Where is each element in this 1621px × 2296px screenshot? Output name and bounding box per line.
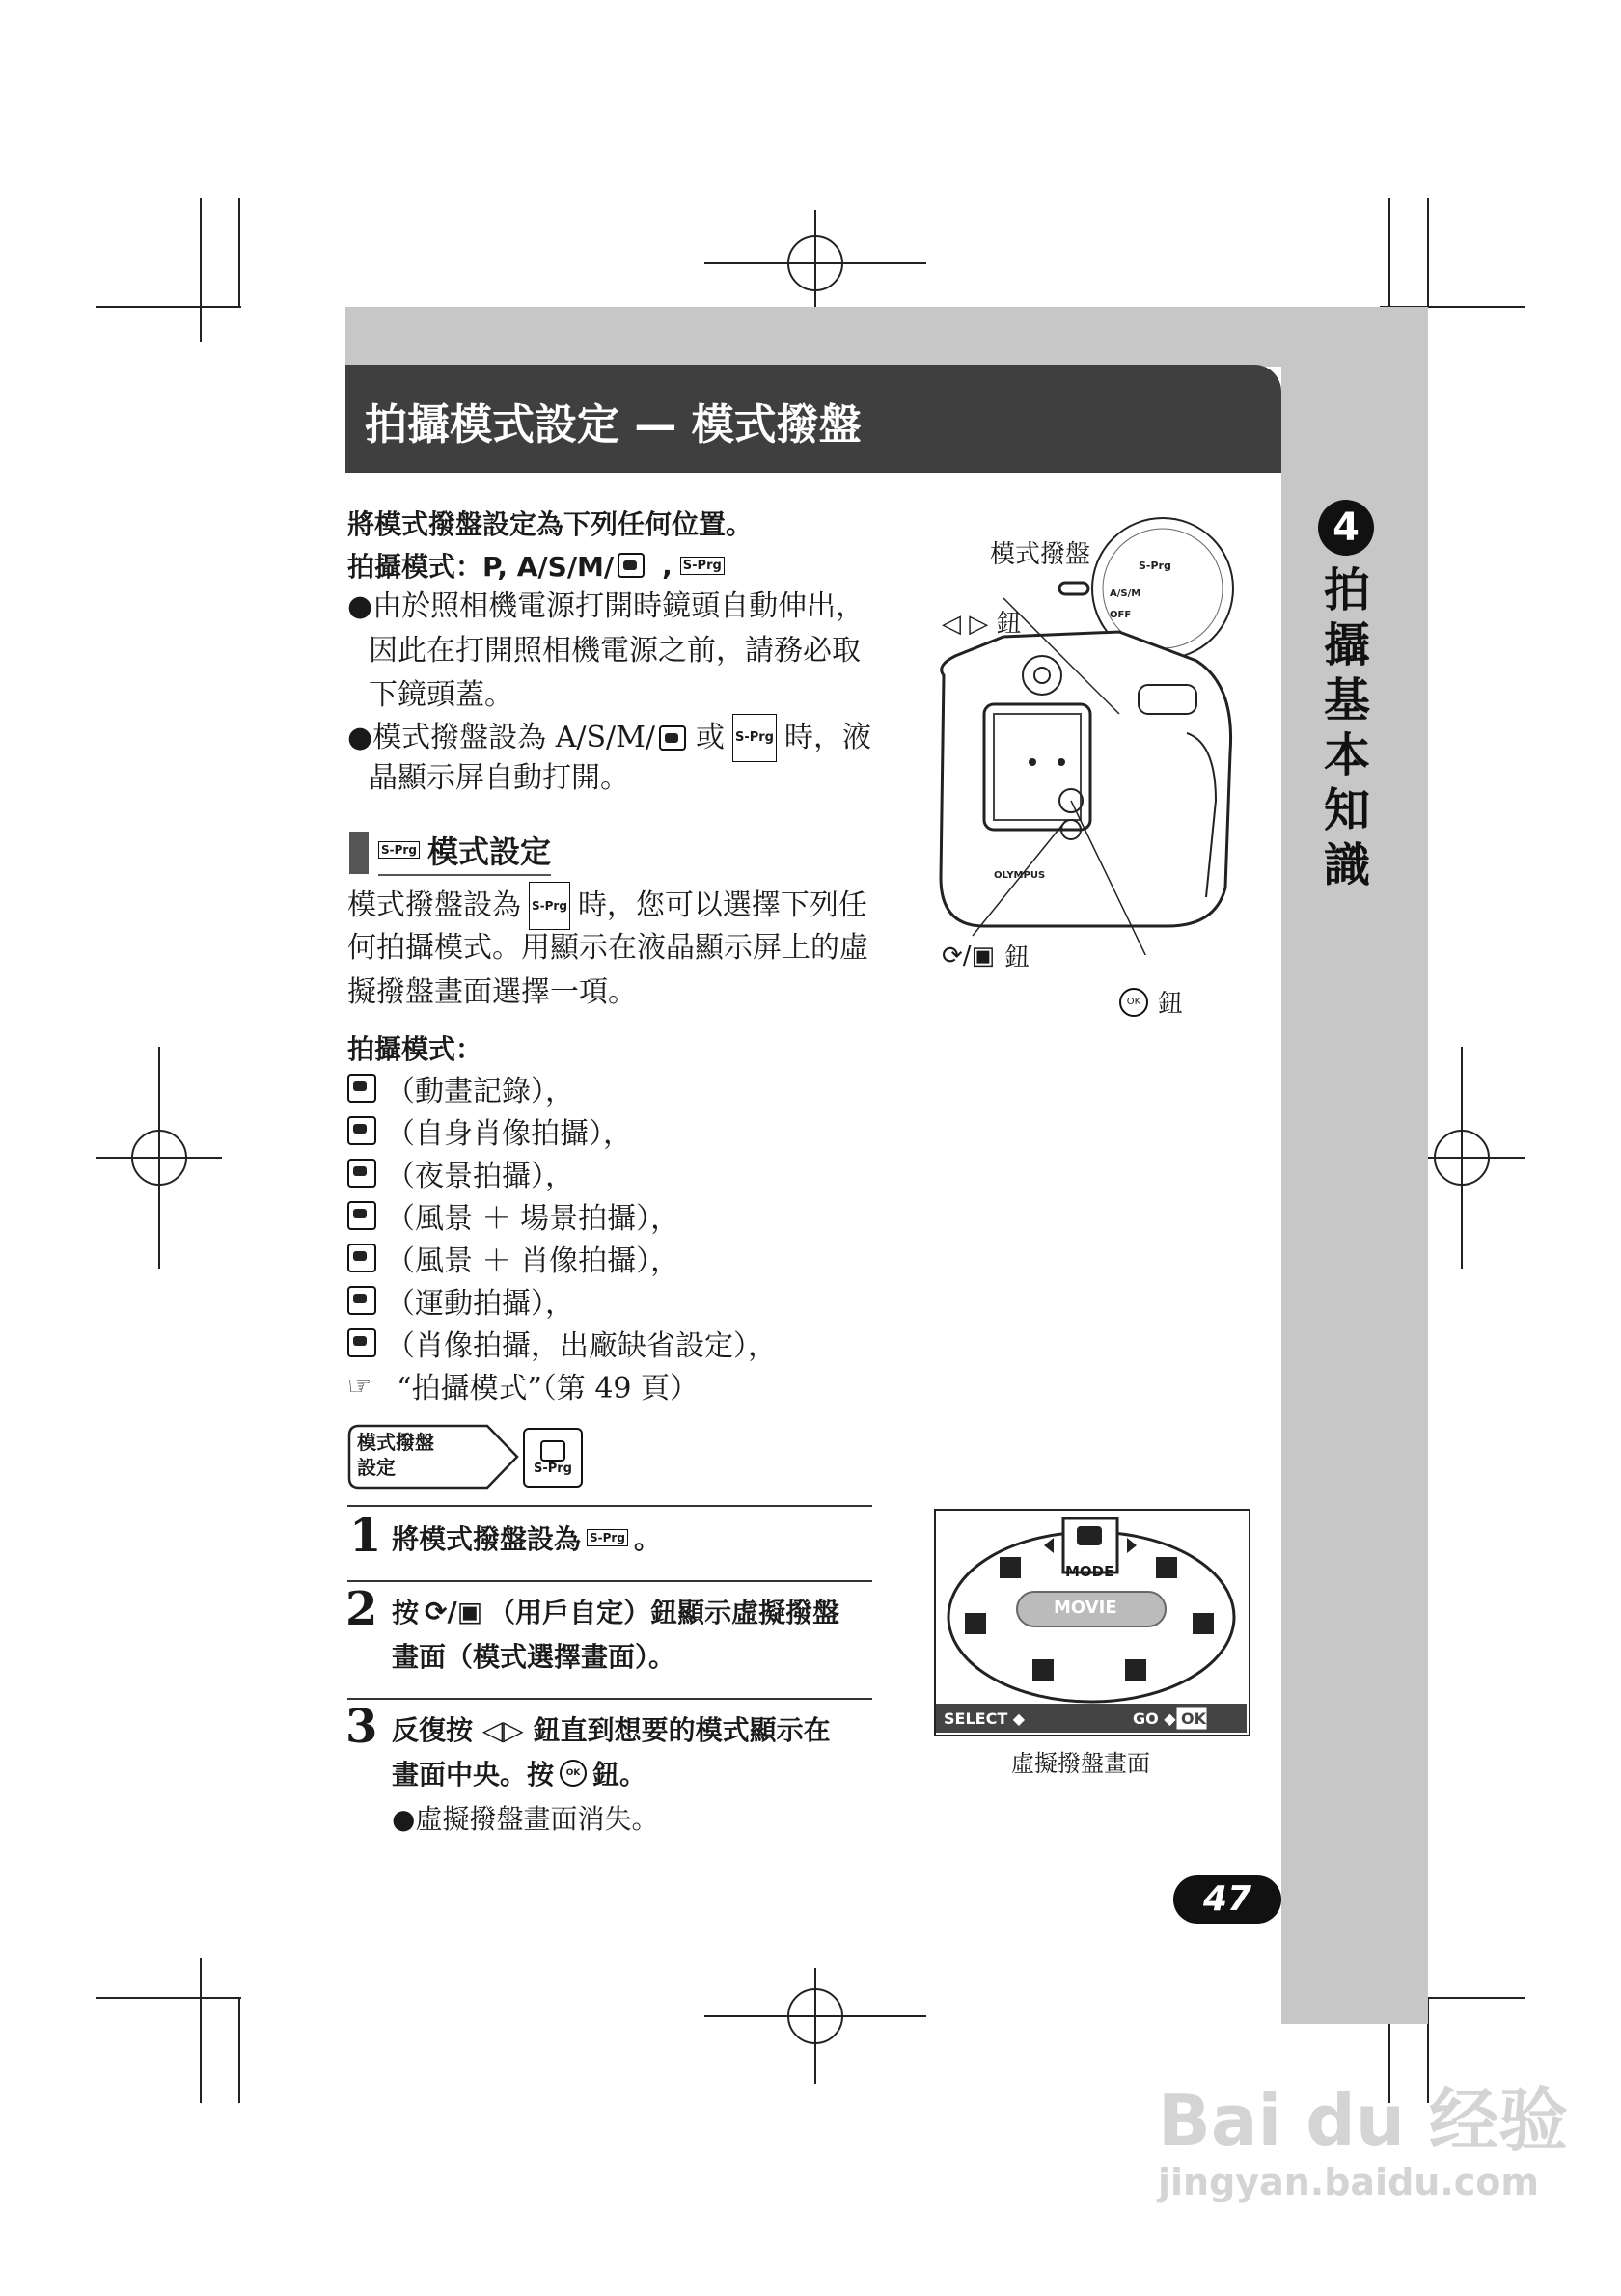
step-text: 畫面（模式選擇畫面）。 <box>392 1641 676 1673</box>
crop-mark <box>238 1999 240 2103</box>
registration-mark-bottom <box>704 1968 926 2084</box>
modes-heading: 拍攝模式： <box>347 1033 483 1065</box>
top-gray-band <box>345 307 1281 367</box>
my-mode-icon <box>618 553 645 578</box>
intro-line: 將模式撥盤設定為下列任何位置。 <box>347 508 754 540</box>
current-mode-label: MOVIE <box>1054 1598 1117 1618</box>
mode-item: （運動拍攝）， <box>347 1279 574 1322</box>
page-number: 47 <box>1173 1875 1281 1924</box>
reference-link[interactable]: ☞ “拍攝模式”（第 49 頁） <box>347 1369 700 1406</box>
crop-mark <box>96 1997 241 1999</box>
crop-mark <box>96 306 241 308</box>
my-mode-icon <box>659 725 686 751</box>
s-prg-icon: S-Prg <box>378 841 420 859</box>
ok-button-icon: OK <box>560 1760 587 1787</box>
section-heading: S-Prg 模式設定 <box>378 828 551 876</box>
section-marker <box>349 832 369 874</box>
step-text: 按 ⟳/▣ （用戶自定）鈕顯示虛擬撥盤 <box>392 1595 840 1628</box>
ok-hint: OK <box>1181 1709 1206 1728</box>
svg-text:OFF: OFF <box>1110 610 1132 620</box>
chapter-number: 4 <box>1318 500 1374 556</box>
step-bullet: ●虛擬撥盤畫面消失。 <box>392 1803 659 1835</box>
ok-button-icon: OK <box>1119 988 1148 1017</box>
go-hint: GO ◆ <box>1133 1709 1176 1728</box>
self-portrait-icon <box>347 1116 376 1145</box>
pointing-hand-icon: ☞ <box>347 1369 372 1402</box>
mode-dial-label: 模式撥盤 <box>990 540 1091 569</box>
s-prg-dial-icon: S-Prg <box>523 1428 583 1488</box>
step-divider <box>347 1698 872 1700</box>
section-para: 模式撥盤設為 S-Prg 時，您可以選擇下列任 <box>347 882 867 930</box>
bullet-lcd: ● 模式撥盤設為 A/S/M/ 或 S-Prg 時，液 <box>347 714 871 762</box>
crop-mark <box>200 1958 202 2103</box>
bullet-lens: ●由於照相機電源打開時鏡頭自動伸出， <box>347 589 865 623</box>
s-prg-icon: S-Prg <box>587 1529 628 1546</box>
night-scene-icon <box>347 1159 376 1188</box>
step-text: 畫面中央。按 OK 鈕。 <box>392 1759 647 1790</box>
step-divider <box>347 1505 872 1507</box>
badge-label: 模式撥盤 設定 <box>357 1431 434 1479</box>
custom-button-callout: ⟳/▣ 鈕 <box>942 941 1030 972</box>
s-prg-icon: S-Prg <box>732 714 777 762</box>
mode-item: （風景 ＋ 肖像拍攝）， <box>347 1237 679 1279</box>
movie-icon <box>347 1074 376 1103</box>
step-number: 2 <box>345 1582 378 1636</box>
registration-mark-top <box>704 210 926 307</box>
registration-mark-left <box>96 1047 222 1269</box>
mode-item: （動畫記錄）， <box>347 1067 574 1109</box>
svg-text:OLYMPUS: OLYMPUS <box>994 870 1046 881</box>
mode-item: （夜景拍攝）， <box>347 1152 574 1194</box>
arrow-button-label: ◁ ▷ 鈕 <box>942 610 1022 639</box>
step-divider <box>347 1580 872 1582</box>
s-prg-icon: S-Prg <box>680 557 725 575</box>
watermark-logo: Bai du 经验 <box>1158 2080 1569 2161</box>
landscape-portrait-icon <box>347 1244 376 1272</box>
landscape-scene-icon <box>347 1201 376 1230</box>
crop-mark <box>1427 198 1429 306</box>
step-text: 將模式撥盤設為 S-Prg 。 <box>392 1523 661 1555</box>
mode-item: （自身肖像拍攝）， <box>347 1109 632 1152</box>
camera-illustration <box>926 511 1254 955</box>
bullet-lens-cont: 下鏡頭蓋。 <box>369 678 513 712</box>
screen-caption: 虛擬撥盤畫面 <box>1011 1750 1150 1777</box>
sport-icon <box>347 1286 376 1315</box>
watermark-url: jingyan.baidu.com <box>1158 2161 1539 2203</box>
svg-text:A/S/M: A/S/M <box>1110 588 1141 599</box>
mode-item: （風景 ＋ 場景拍攝）， <box>347 1194 679 1237</box>
custom-button-icon: ⟳/▣ <box>942 941 996 970</box>
svg-text:S-Prg: S-Prg <box>1139 560 1171 572</box>
virtual-dial-graphic <box>936 1511 1247 1733</box>
step-number: 3 <box>345 1700 378 1754</box>
custom-button-icon: ⟳/▣ <box>425 1595 483 1627</box>
portrait-icon <box>347 1328 376 1357</box>
bullet-lcd-cont: 晶顯示屏自動打開。 <box>369 761 629 795</box>
page-title: 拍攝模式設定 — 模式撥盤 <box>365 400 862 450</box>
select-hint: SELECT ◆ <box>944 1709 1026 1728</box>
intro-modes: 拍攝模式：P, A/S/M/ , S-Prg <box>347 546 725 585</box>
ok-button-callout: OK 鈕 <box>1119 984 1183 1020</box>
crop-mark <box>238 198 240 306</box>
mode-label: MODE <box>1065 1563 1114 1580</box>
s-prg-icon: S-Prg <box>529 882 570 930</box>
chapter-label: 拍攝基本知識 <box>1323 563 1370 892</box>
mode-item: （肖像拍攝，出廠缺省設定）， <box>347 1322 777 1364</box>
crop-mark <box>200 198 202 342</box>
section-para: 何拍攝模式。用顯示在液晶顯示屏上的虛 <box>347 931 868 965</box>
intro-modes-text: 拍攝模式：P, A/S/M/ <box>347 551 615 583</box>
section-para: 擬撥盤畫面選擇一項。 <box>347 975 637 1009</box>
step-text: 反復按 ◁▷ 鈕直到想要的模式顯示在 <box>392 1714 831 1746</box>
bullet-lens-cont: 因此在打開照相機電源之前，請務必取 <box>369 634 861 668</box>
step-number: 1 <box>349 1509 382 1563</box>
